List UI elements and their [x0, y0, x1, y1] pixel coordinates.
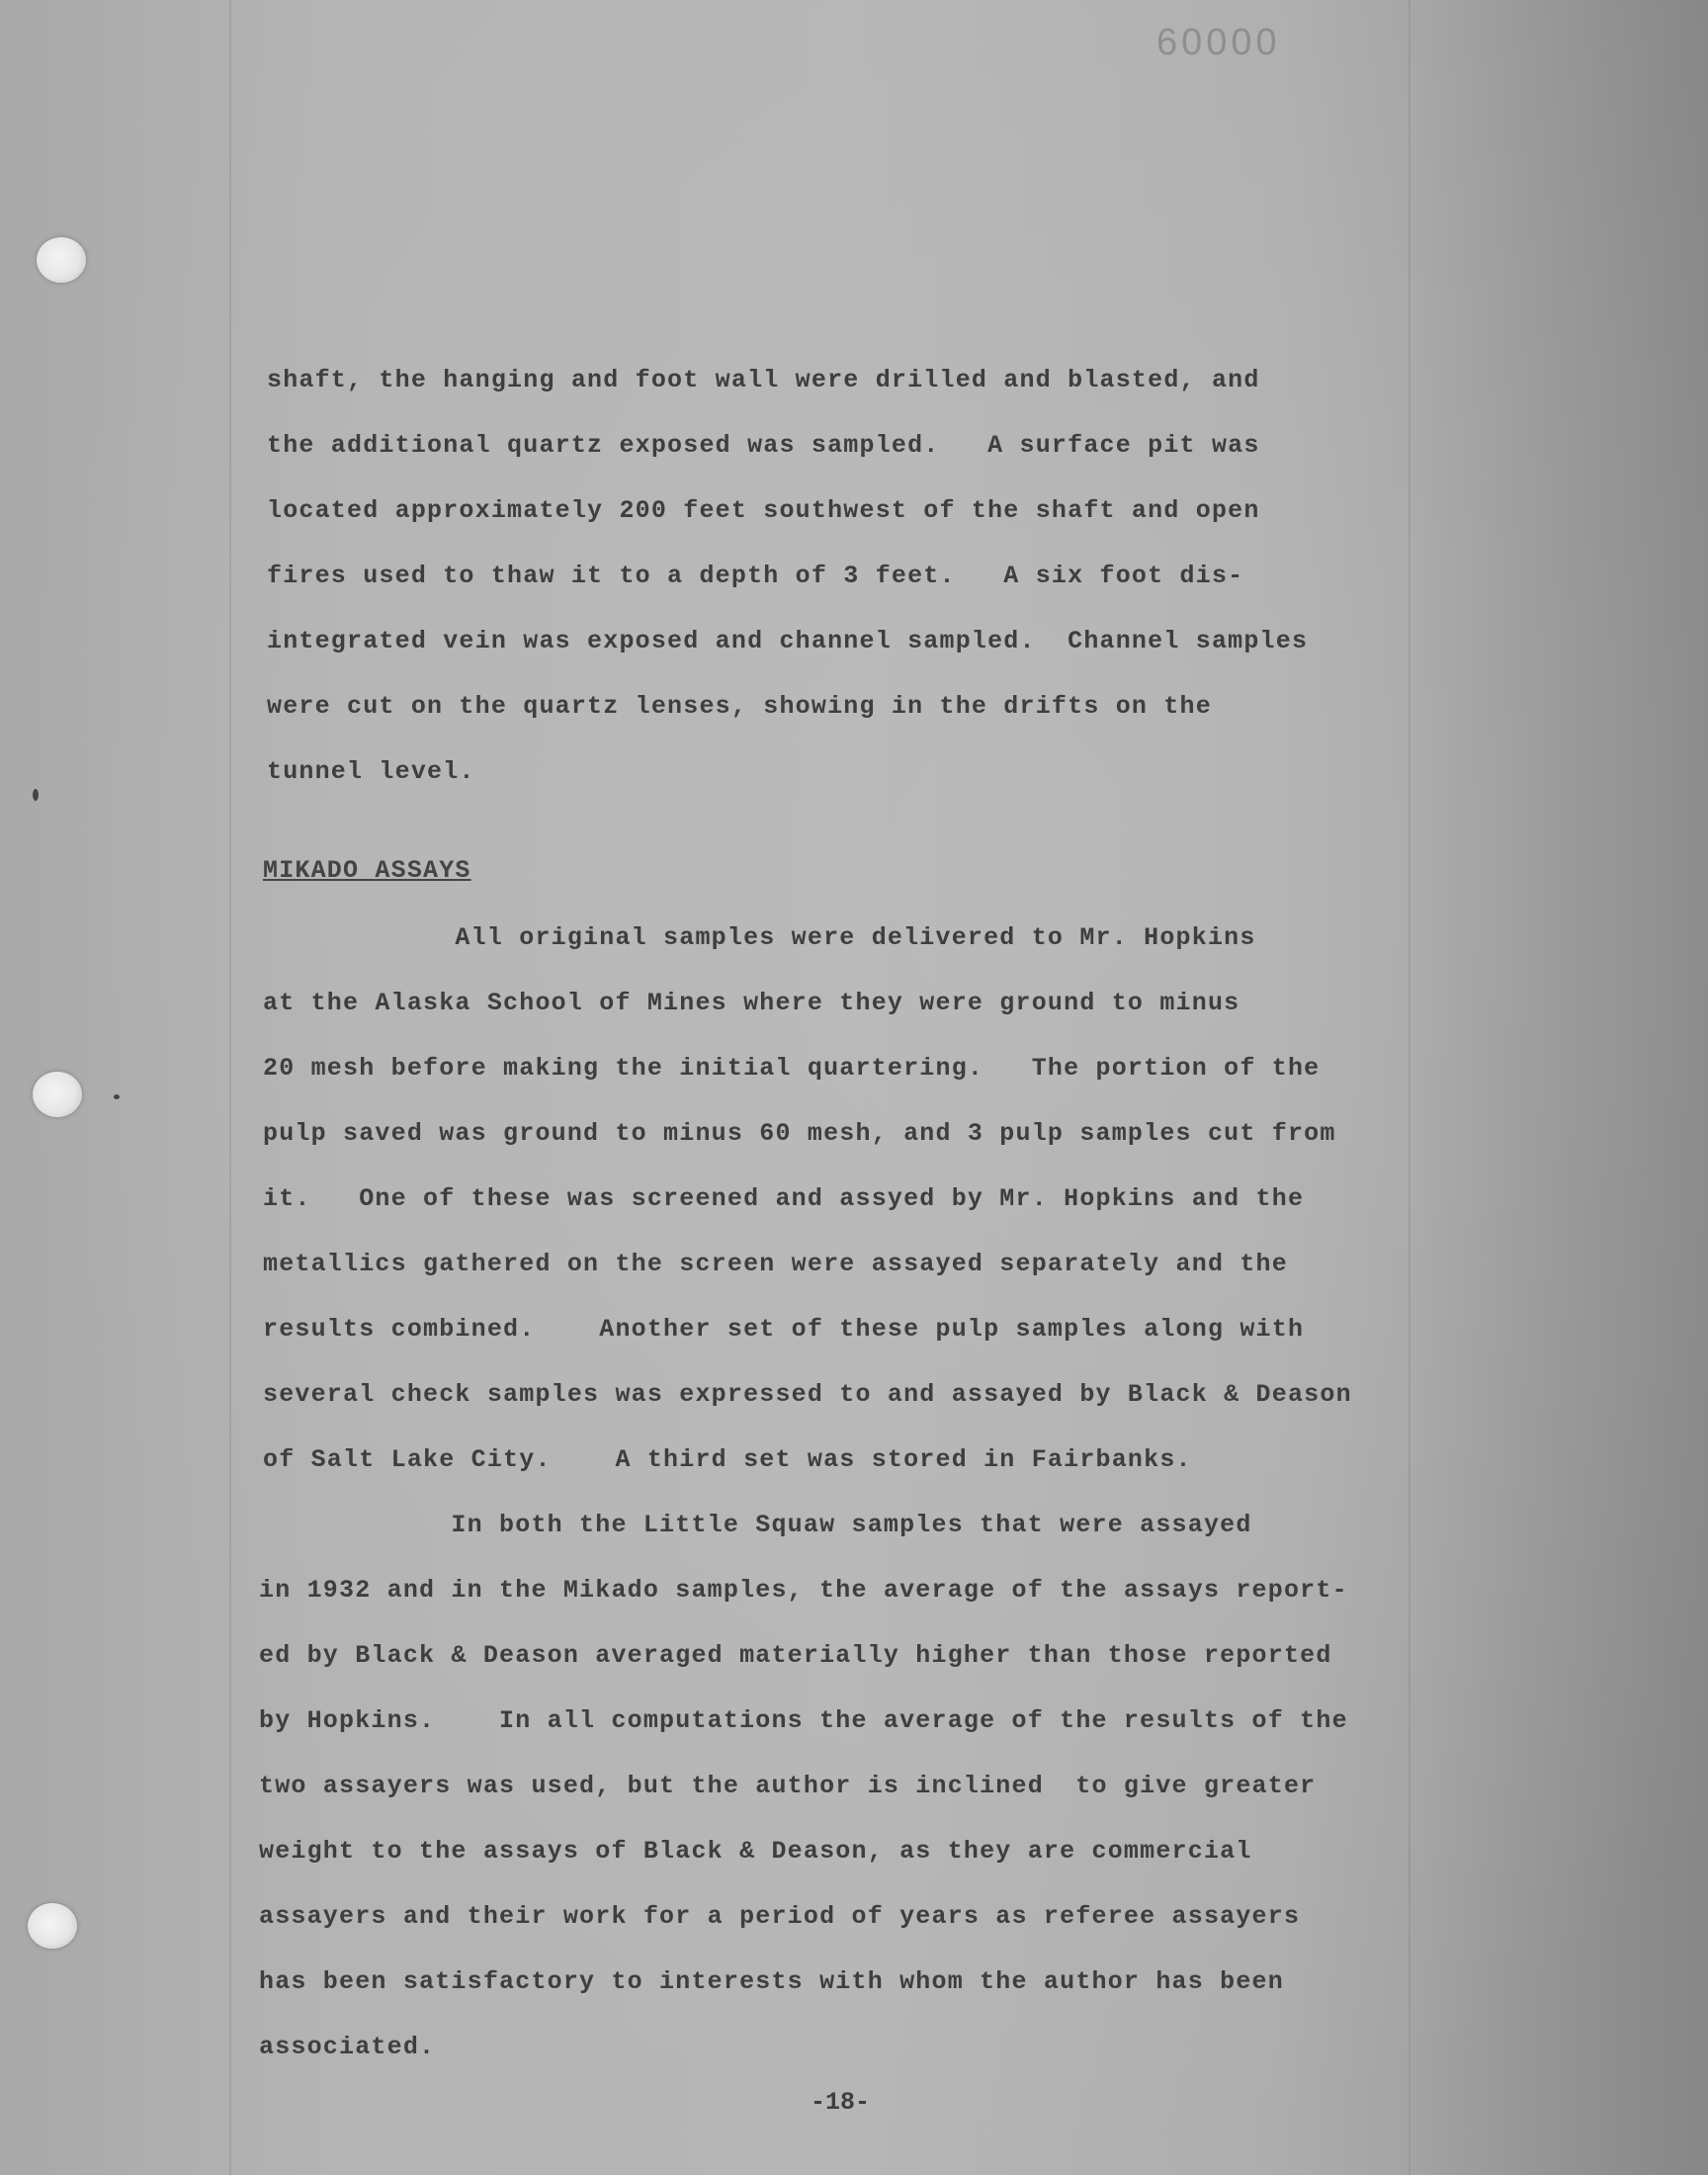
- text-line: the additional quartz exposed was sampled. A surface pit was: [267, 431, 1260, 460]
- text-line: integrated vein was exposed and channel sampled. Channel samples: [267, 627, 1309, 655]
- text-line: 20 mesh before making the initial quartering. The portion of the: [263, 1054, 1321, 1083]
- text-line: at the Alaska School of Mines where they were ground to minus: [263, 989, 1240, 1017]
- text-line: of Salt Lake City. A third set was stored in Fairbanks.: [263, 1445, 1192, 1474]
- document-stamp-number: 60000: [1156, 22, 1281, 63]
- text-line: it. One of these was screened and assyed by Mr. Hopkins and the: [263, 1184, 1305, 1213]
- text-line: located approximately 200 feet southwest of the shaft and open: [267, 496, 1260, 525]
- text-line: ed by Black & Deason averaged materially higher than those reported: [259, 1641, 1332, 1670]
- page-number: -18-: [811, 2088, 871, 2117]
- text-line: metallics gathered on the screen were assayed separately and the: [263, 1250, 1288, 1278]
- text-line: weight to the assays of Black & Deason, as they are commercial: [259, 1837, 1252, 1866]
- text-line: pulp saved was ground to minus 60 mesh, and 3 pulp samples cut from: [263, 1119, 1336, 1148]
- text-line: shaft, the hanging and foot wall were drilled and blasted, and: [267, 366, 1260, 394]
- text-line: results combined. Another set of these pulp samples along with: [263, 1315, 1305, 1344]
- text-line: two assayers was used, but the author is inclined to give greater: [259, 1772, 1317, 1800]
- text-line: has been satisfactory to interests with whom the author has been: [259, 1967, 1284, 1996]
- page-shadow-edge: [1409, 0, 1708, 2175]
- ink-speck: [33, 789, 39, 801]
- binder-hole-top: [37, 237, 86, 283]
- margin-crease: [1409, 0, 1410, 2175]
- text-line: were cut on the quartz lenses, showing in the drifts on the: [267, 692, 1212, 721]
- text-line: several check samples was expressed to and assayed by Black & Deason: [263, 1380, 1352, 1409]
- section-heading: MIKADO ASSAYS: [263, 856, 471, 885]
- text-line: by Hopkins. In all computations the average of the results of the: [259, 1706, 1348, 1735]
- text-line: In both the Little Squaw samples that were assayed: [259, 1511, 1252, 1539]
- binder-hole-middle: [33, 1072, 82, 1117]
- text-line: assayers and their work for a period of years as referee assayers: [259, 1902, 1301, 1931]
- text-line: tunnel level.: [267, 757, 475, 786]
- text-line: in 1932 and in the Mikado samples, the average of the assays report-: [259, 1576, 1348, 1605]
- margin-crease: [229, 0, 231, 2175]
- text-line: All original samples were delivered to Mr. Hopkins: [263, 923, 1256, 952]
- ink-speck: [114, 1094, 120, 1099]
- text-line: fires used to thaw it to a depth of 3 feet. A six foot dis-: [267, 562, 1244, 590]
- binder-hole-bottom: [28, 1903, 77, 1949]
- text-line: associated.: [259, 2033, 436, 2061]
